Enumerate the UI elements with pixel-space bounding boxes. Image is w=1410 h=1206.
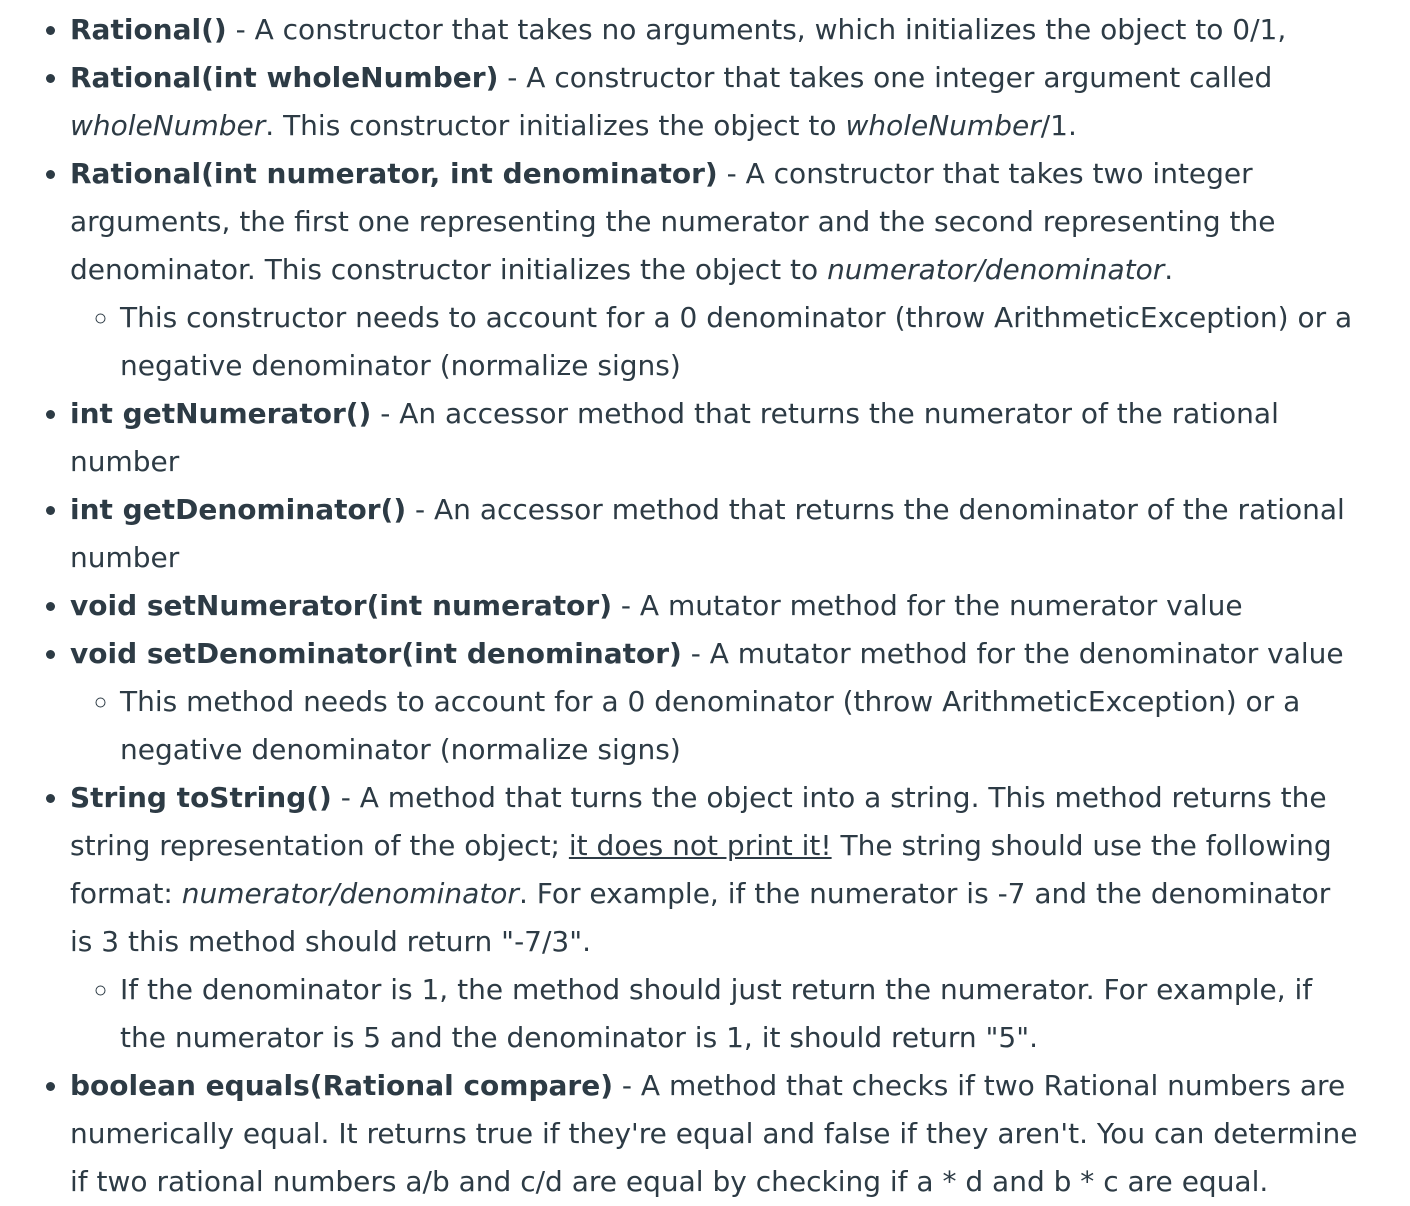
sub-list — [70, 966, 1360, 1062]
method-description: . — [1164, 253, 1174, 286]
method-signature: boolean equals(Rational compare) — [70, 1069, 613, 1102]
method-description: . This constructor initializes the object to — [265, 109, 846, 142]
method-description: - A mutator method for the denominator value — [681, 637, 1344, 670]
list-item-rational-default — [70, 6, 1360, 54]
method-description: - A constructor that takes two integer arguments, the first one representing the numerator and the second representing the denominator. This constructor initializes the object to — [70, 157, 1276, 286]
method-signature: int getNumerator() — [70, 397, 372, 430]
method-signature: void setNumerator(int numerator) — [70, 589, 613, 622]
method-description: . For example, if the numerator is -7 and the denominator is 3 this method should return "-7/3". — [70, 877, 1331, 958]
list-item-get-numerator — [70, 390, 1360, 486]
method-signature: void setDenominator(int denominator) — [70, 637, 682, 670]
method-description: - A method that turns the object into a string. This method returns the string representation of the object; — [70, 781, 1327, 862]
emphasis-underlined: it does not print it! — [568, 829, 832, 862]
method-description: - An accessor method that returns the numerator of the rational number — [70, 397, 1279, 478]
list-item-get-denominator — [70, 486, 1360, 582]
method-signature: int getDenominator() — [70, 493, 407, 526]
method-signature: Rational(int wholeNumber) — [70, 61, 499, 94]
format-text: numerator/denominator — [827, 253, 1165, 286]
method-description: - A constructor that takes one integer argument called — [498, 61, 1273, 94]
param-name: wholeNumber — [70, 109, 266, 142]
sub-list — [70, 678, 1360, 774]
sub-list-item: ◦ This constructor needs to account for a 0 denominator (throw ArithmeticException) or a negative denominator (normalize signs) — [120, 294, 1360, 390]
sub-list-item: ◦ If the denominator is 1, the method should just return the numerator. For example, if the numerator is 5 and the denominator is 1, it should return "5". — [120, 966, 1360, 1062]
list-item-set-denominator — [70, 630, 1360, 774]
param-name: wholeNumber — [845, 109, 1041, 142]
method-description: - A mutator method for the numerator value — [612, 589, 1243, 622]
method-description: - A constructor that takes no arguments, which initializes the object to 0/1, — [226, 13, 1287, 46]
method-description: - A method that checks if two Rational numbers are numerically equal. It returns true if they're equal and false if they aren't. You can determine if two rational numbers a/b and c/d are equal by checking if a * d and b * c are equal. — [70, 1069, 1358, 1198]
list-item-rational-whole — [70, 54, 1360, 150]
method-signature: String toString() — [70, 781, 332, 814]
format-text: numerator/denominator — [181, 877, 519, 910]
method-signature: Rational() — [70, 13, 227, 46]
method-description: - An accessor method that returns the denominator of the rational number — [70, 493, 1345, 574]
method-description: The string should use the following format: — [70, 829, 1332, 910]
list-item-rational-fraction — [70, 150, 1360, 390]
sub-list — [70, 294, 1360, 390]
sub-list-item: ◦ This method needs to account for a 0 denominator (throw ArithmeticException) or a negative denominator (normalize signs) — [120, 678, 1360, 774]
method-signature: Rational(int numerator, int denominator) — [70, 157, 718, 190]
list-item-equals — [70, 1062, 1360, 1206]
list-item-to-string — [70, 774, 1360, 1062]
list-item-set-numerator — [70, 582, 1360, 630]
method-description: /1. — [1040, 109, 1077, 142]
